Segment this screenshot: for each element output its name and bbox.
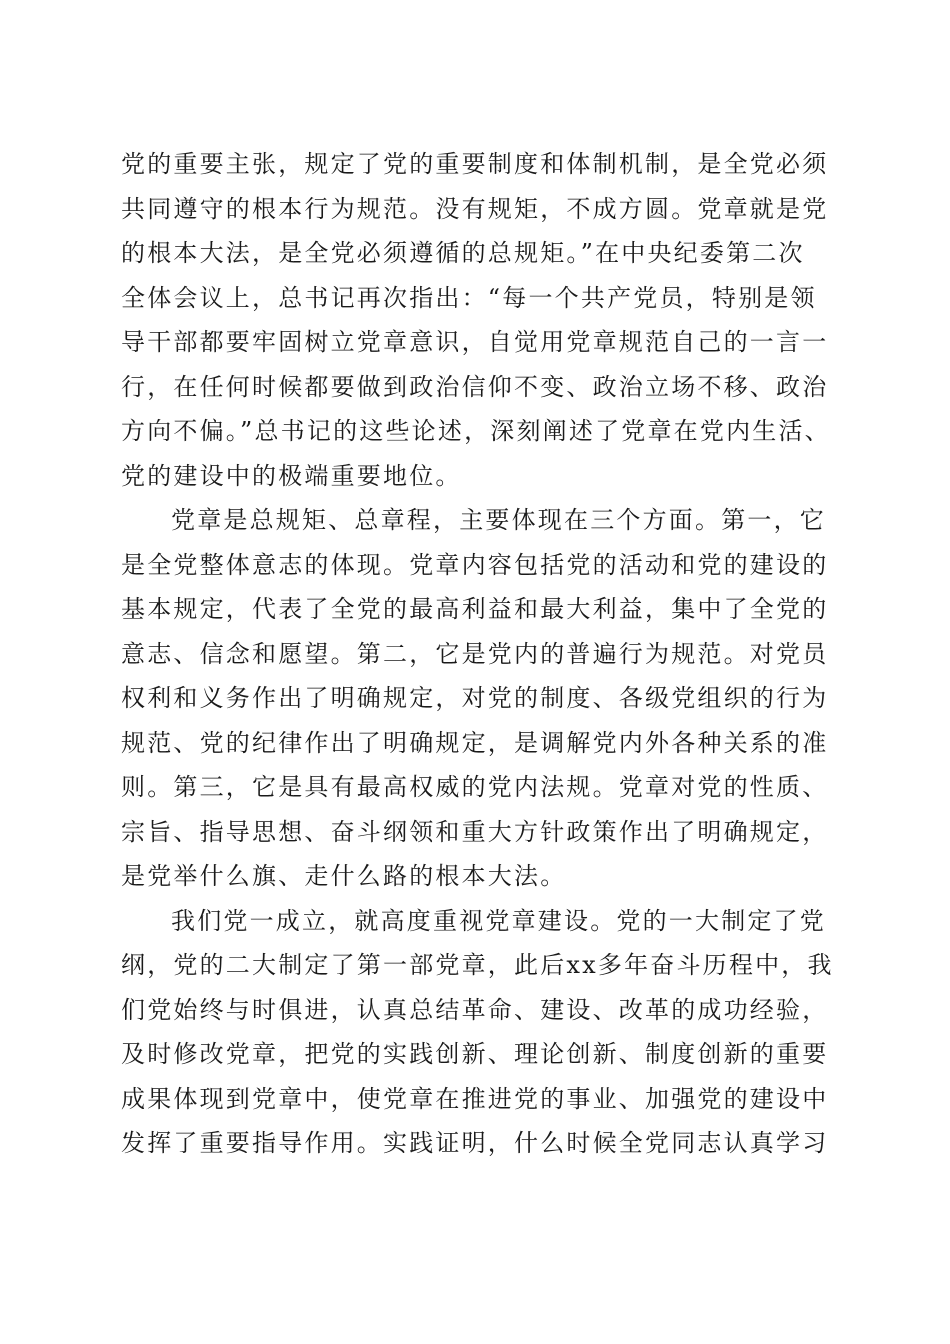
paragraph-2 <box>121 498 831 899</box>
text-line: 行，在任何时候都要做到政治信仰不变、政治立场不移、政治 <box>121 372 829 401</box>
text-line: 们党始终与时俱进，认真总结革命、建设、改革的成功经验， <box>121 995 829 1024</box>
text-line: 共同遵守的根本行为规范。没有规矩，不成方圆。党章就是党 <box>121 194 829 223</box>
text-line: 方向不偏。”总书记的这些论述，深刻阐述了党章在党内生活、 <box>121 417 831 445</box>
text-line: 党的重要主张，规定了党的重要制度和体制机制，是全党必须 <box>121 150 829 178</box>
text-line: 宗旨、指导思想、奋斗纲领和重大方针政策作出了明确规定， <box>121 817 829 846</box>
text-line: 是党举什么旗、走什么路的根本大法。 <box>121 862 567 890</box>
text-line: 全体会议上，总书记再次指出：“每一个共产党员，特别是领 <box>121 283 817 312</box>
text-line: 权利和义务作出了明确规定，对党的制度、各级党组织的行为 <box>121 684 829 712</box>
text-line: 纲，党的二大制定了第一部党章，此后xx多年奋斗历程中，我 <box>121 951 834 979</box>
text-line: 规范、党的纪律作出了明确规定，是调解党内外各种关系的准 <box>121 728 829 757</box>
text-line: 我们党一成立，就高度重视党章建设。党的一大制定了党 <box>171 906 826 935</box>
text-line: 的根本大法，是全党必须遵循的总规矩。”在中央纪委第二次 <box>121 239 805 267</box>
text-line: 党的建设中的极端重要地位。 <box>121 461 462 490</box>
text-line: 发挥了重要指导作用。实践证明，什么时候全党同志认真学习 <box>121 1129 829 1157</box>
text-line: 及时修改党章，把党的实践创新、理论创新、制度创新的重要 <box>121 1040 829 1068</box>
text-line: 党章是总规矩、总章程，主要体现在三个方面。第一，它 <box>171 506 826 534</box>
text-line: 基本规定，代表了全党的最高利益和最大利益，集中了全党的 <box>121 595 829 623</box>
text-line: 导干部都要牢固树立党章意识，自觉用党章规范自己的一言一 <box>121 328 829 356</box>
paragraph-3 <box>121 899 834 1166</box>
text-line: 是全党整体意志的体现。党章内容包括党的活动和党的建设的 <box>121 550 829 579</box>
text-line: 意志、信念和愿望。第二，它是党内的普遍行为规范。对党员 <box>121 639 829 668</box>
body-text <box>121 142 834 1166</box>
text-line: 则。第三，它是具有最高权威的党内法规。党章对党的性质、 <box>121 773 829 801</box>
text-line: 成果体现到党章中，使党章在推进党的事业、加强党的建设中 <box>121 1084 829 1113</box>
paragraph-1 <box>121 142 831 498</box>
